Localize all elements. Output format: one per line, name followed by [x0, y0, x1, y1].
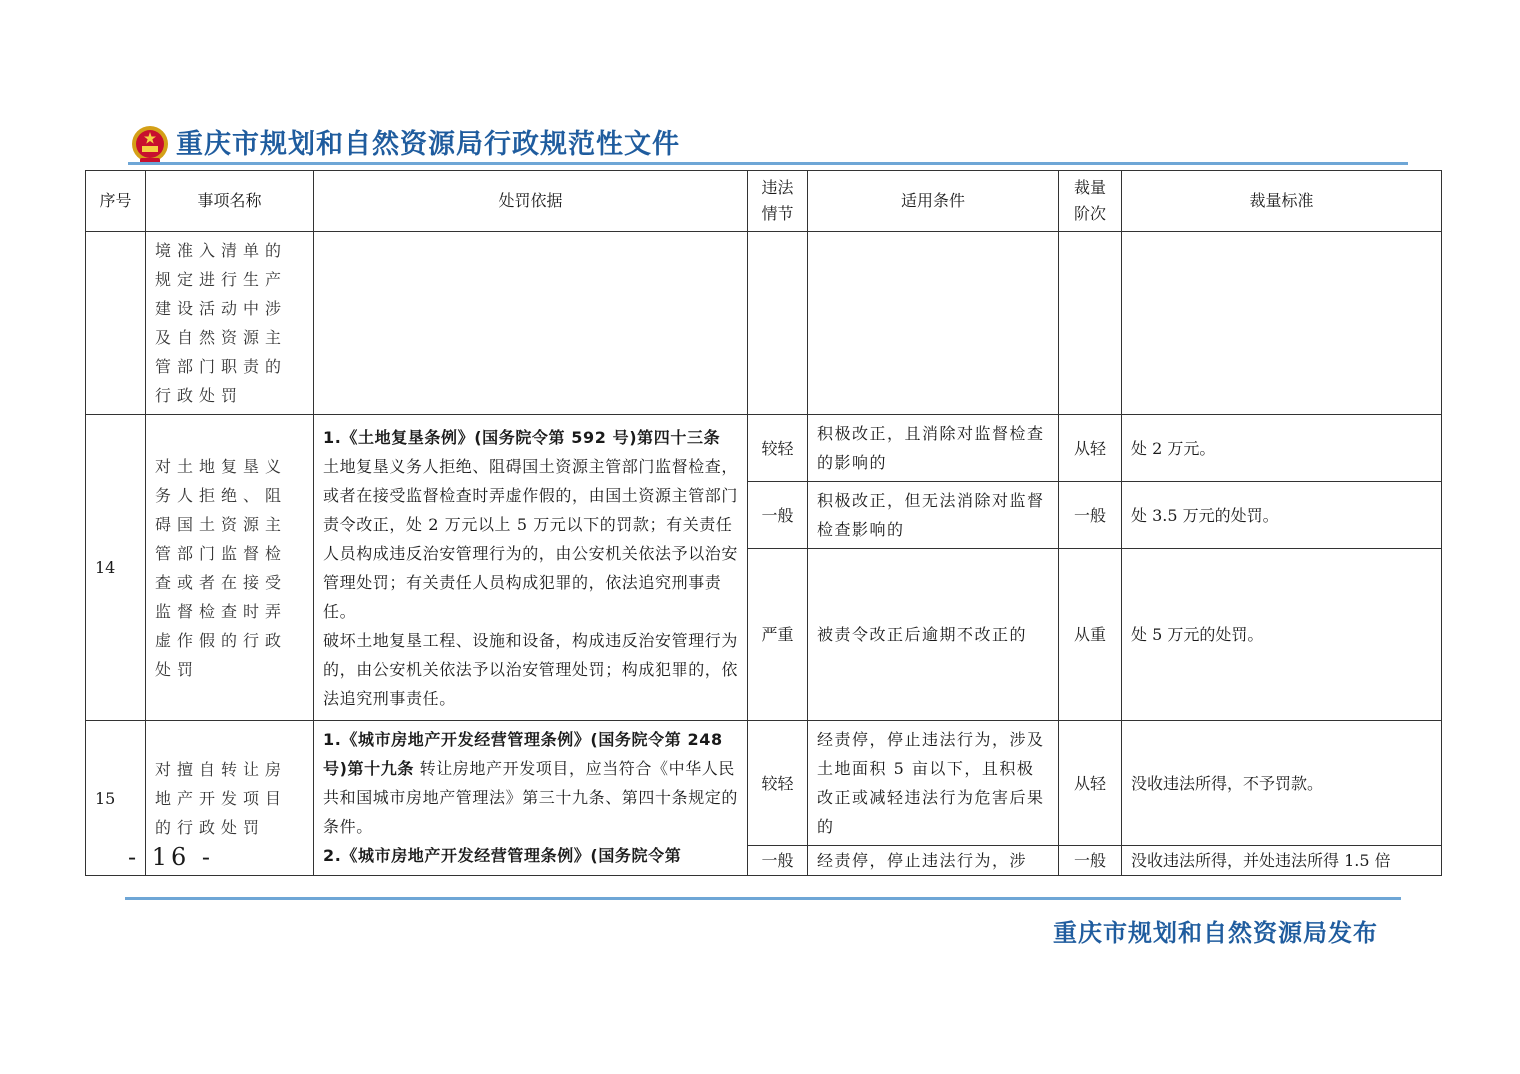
discretion-tier: 一般	[1059, 846, 1122, 876]
applicable-condition: 积极改正，但无法消除对监督检查影响的	[808, 482, 1059, 549]
discretion-standard: 处 3.5 万元的处罚。	[1122, 482, 1442, 549]
document-header	[128, 118, 1408, 168]
column-header: 裁量阶次	[1059, 171, 1122, 232]
header-divider	[128, 162, 1408, 165]
page-title: 重庆市规划和自然资源局行政规范性文件	[176, 129, 680, 160]
basis-text: 转让房地产开发项目，应当符合《中华人民共和国城市房地产管理法》第三十九条、第四十条规定的条件。	[323, 759, 739, 836]
table-row	[86, 232, 1442, 415]
discretion-tier: 一般	[1059, 482, 1122, 549]
basis-citation: 2.《城市房地产开发经营管理条例》(国务院令第	[323, 846, 682, 865]
column-header: 违法情节	[748, 171, 808, 232]
item-name: 对土地复垦义务人拒绝、阻碍国土资源主管部门监督检查或者在接受监督检查时弄虚作假的行政处罚	[146, 415, 314, 721]
violation-degree: 较轻	[748, 415, 808, 482]
discretion-tier: 从重	[1059, 549, 1122, 721]
penalty-table	[85, 170, 1442, 876]
row-number: 15	[86, 721, 146, 876]
violation-degree: 严重	[748, 549, 808, 721]
table-row	[86, 721, 1442, 846]
table-header-row	[86, 171, 1442, 232]
basis-text: 土地复垦义务人拒绝、阻碍国土资源主管部门监督检查，或者在接受监督检查时弄虚作假的，由国土资源主管部门责令改正，处 2 万元以上 5 万元以下的罚款；有关责任人员构成违反治安管理行为的，由公安机关依法予以治安管理处罚；有关责任人员构成犯罪的，依法追究刑事责任。	[323, 456, 739, 621]
item-name: 对擅自转让房地产开发项目的行政处罚	[146, 721, 314, 876]
applicable-condition: 被责令改正后逾期不改正的	[808, 549, 1059, 721]
applicable-condition: 积极改正，且消除对监督检查的影响的	[808, 415, 1059, 482]
column-header: 适用条件	[808, 171, 1059, 232]
applicable-condition: 经责停，停止违法行为，涉	[808, 846, 1059, 876]
table-row	[86, 415, 1442, 482]
violation-degree: 一般	[748, 846, 808, 876]
penalty-basis	[314, 415, 748, 721]
discretion-tier: 从轻	[1059, 415, 1122, 482]
penalty-basis	[314, 721, 748, 876]
row-number: 14	[86, 415, 146, 721]
violation-degree: 较轻	[748, 721, 808, 846]
discretion-tier: 从轻	[1059, 721, 1122, 846]
national-emblem-icon	[130, 124, 170, 166]
column-header: 裁量标准	[1122, 171, 1442, 232]
discretion-standard: 处 2 万元。	[1122, 415, 1442, 482]
discretion-standard: 没收违法所得，不予罚款。	[1122, 721, 1442, 846]
column-header: 事项名称	[146, 171, 314, 232]
basis-citation: 1.《土地复垦条例》(国务院令第 592 号)第四十三条	[323, 427, 721, 447]
discretion-standard: 处 5 万元的处罚。	[1122, 549, 1442, 721]
publisher-footer: 重庆市规划和自然资源局发布	[1053, 919, 1378, 947]
column-header: 处罚依据	[314, 171, 748, 232]
violation-degree: 一般	[748, 482, 808, 549]
applicable-condition: 经责停，停止违法行为，涉及土地面积 5 亩以下，且积极改正或减轻违法行为危害后果的	[808, 721, 1059, 846]
footer-divider	[125, 897, 1401, 900]
basis-text: 破坏土地复垦工程、设施和设备，构成违反治安管理行为的，由公安机关依法予以治安管理处罚；构成犯罪的，依法追究刑事责任。	[323, 630, 739, 708]
column-header: 序号	[86, 171, 146, 232]
item-name: 境准入清单的规定进行生产建设活动中涉及自然资源主管部门职责的行政处罚	[146, 232, 314, 415]
discretion-standard: 没收违法所得，并处违法所得 1.5 倍	[1122, 846, 1442, 876]
page-number: - 16 -	[128, 843, 215, 871]
basis-citation: 1.《城市房地产开发经营管理条例》(国务院令第 248 号)第十九条	[323, 730, 723, 778]
